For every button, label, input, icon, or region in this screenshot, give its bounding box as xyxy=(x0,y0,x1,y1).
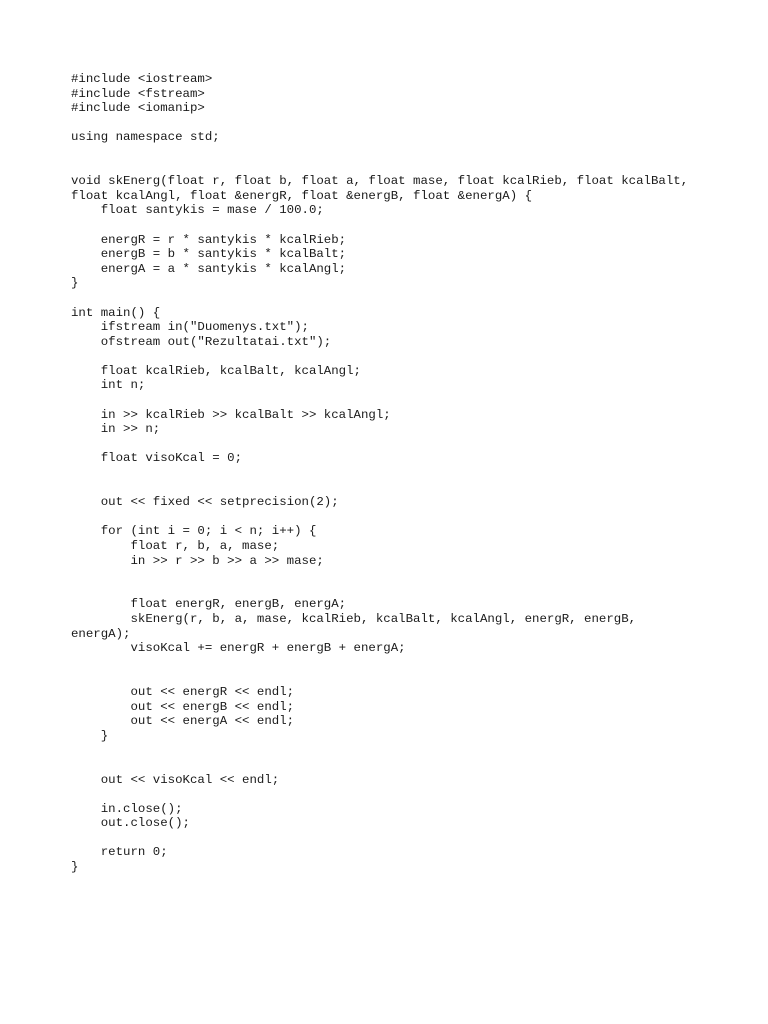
code-line: out << energA << endl; xyxy=(71,714,295,729)
code-line: #include <iostream> xyxy=(71,72,213,86)
code-line: float kcalAngl, float &energR, float &energB, float &energA) { xyxy=(71,188,533,203)
blank-line xyxy=(71,583,731,598)
code-line: out << energR << endl; xyxy=(71,684,295,699)
code-line: in.close(); xyxy=(71,801,183,816)
code-line: energA = a * santykis * kcalAngl; xyxy=(71,261,347,276)
code-line: int main() { xyxy=(71,305,161,320)
code-line: skEnerg(r, b, a, mase, kcalRieb, kcalBalt, kcalAngl, energR, energB, xyxy=(71,611,637,626)
code-line: using namespace std; xyxy=(71,130,220,145)
blank-line xyxy=(71,787,731,802)
blank-line xyxy=(71,743,731,758)
code-line: #include <fstream> xyxy=(71,86,205,101)
blank-line xyxy=(71,116,731,131)
code-line: in >> r >> b >> a >> mase; xyxy=(71,553,324,568)
code-line: float visoKcal = 0; xyxy=(71,451,243,466)
code-line: int n; xyxy=(71,378,146,393)
blank-line xyxy=(71,160,731,175)
code-line: float kcalRieb, kcalBalt, kcalAngl; xyxy=(71,363,361,378)
code-line: out << energB << endl; xyxy=(71,699,295,714)
code-line: float energR, energB, energA; xyxy=(71,597,347,612)
blank-line xyxy=(71,437,731,452)
code-line: void skEnerg(float r, float b, float a, float mase, float kcalRieb, float kcalBalt, xyxy=(71,174,689,189)
blank-line xyxy=(71,393,731,408)
code-line: } xyxy=(71,276,79,291)
blank-line xyxy=(71,758,731,773)
blank-line xyxy=(71,349,731,364)
code-line: ifstream in("Duomenys.txt"); xyxy=(71,320,309,335)
code-block xyxy=(71,72,731,875)
blank-line xyxy=(71,568,731,583)
blank-line xyxy=(71,656,731,671)
code-line: } xyxy=(71,860,79,875)
code-line: energB = b * santykis * kcalBalt; xyxy=(71,247,347,262)
code-line: energA); xyxy=(71,626,131,641)
blank-line xyxy=(71,466,731,481)
blank-line xyxy=(71,291,731,306)
code-line: out << visoKcal << endl; xyxy=(71,772,280,787)
code-line: out.close(); xyxy=(71,816,190,831)
code-line: visoKcal += energR + energB + energA; xyxy=(71,641,406,656)
code-line: out << fixed << setprecision(2); xyxy=(71,495,339,510)
blank-line xyxy=(71,510,731,525)
code-line: float r, b, a, mase; xyxy=(71,539,280,553)
code-line: return 0; xyxy=(71,845,168,860)
code-line: in >> kcalRieb >> kcalBalt >> kcalAngl; xyxy=(71,407,391,422)
blank-line xyxy=(71,481,731,496)
code-line: for (int i = 0; i < n; i++) { xyxy=(71,524,317,539)
code-line: float santykis = mase / 100.0; xyxy=(71,203,324,218)
blank-line xyxy=(71,145,731,160)
blank-line xyxy=(71,218,731,233)
code-line: energR = r * santykis * kcalRieb; xyxy=(71,232,347,247)
blank-line xyxy=(71,831,731,846)
code-line: in >> n; xyxy=(71,422,161,437)
code-line: #include <iomanip> xyxy=(71,101,205,116)
blank-line xyxy=(71,670,731,685)
code-line: } xyxy=(71,728,109,743)
code-line: ofstream out("Rezultatai.txt"); xyxy=(71,334,332,349)
